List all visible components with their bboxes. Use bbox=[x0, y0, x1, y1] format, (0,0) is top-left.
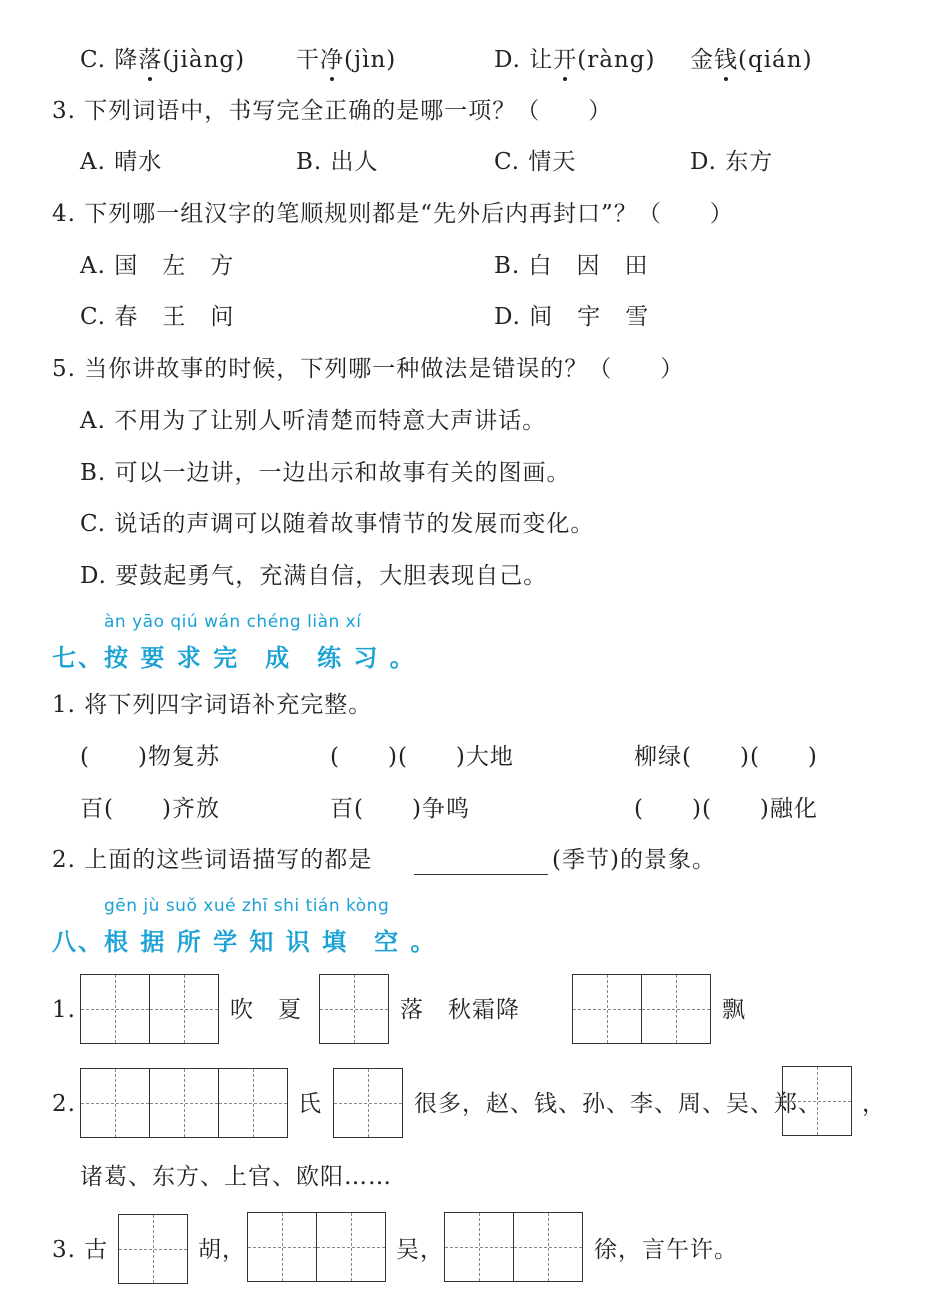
sec7-r1-a[interactable]: ( )物复苏 bbox=[80, 744, 220, 770]
q2-option-c-word2: 干净(jìn) bbox=[296, 47, 397, 73]
sec8-l2-c: ， bbox=[862, 1091, 886, 1117]
sec7-r1-c[interactable]: 柳绿( )( ) bbox=[634, 744, 818, 770]
q5-option-c[interactable]: C. 说话的声调可以随着故事情节的发展而变化。 bbox=[80, 511, 595, 537]
q3-option-d[interactable]: D. 东方 bbox=[690, 149, 774, 175]
q2-option-c: C. 降落(jiàng) bbox=[80, 47, 246, 73]
sec8-l3-num: 3. 古 bbox=[52, 1237, 109, 1263]
sec8-l2-cont: 诸葛、东方、上官、欧阳…… bbox=[80, 1164, 392, 1190]
q5-stem: 5. 当你讲故事的时候，下列哪一种做法是错误的？（ ） bbox=[52, 356, 685, 382]
q4-option-b[interactable]: B. 白 因 田 bbox=[494, 253, 649, 279]
q5-option-a[interactable]: A. 不用为了让别人听清楚而特意大声讲话。 bbox=[80, 408, 547, 434]
q4-option-d[interactable]: D. 间 宇 雪 bbox=[494, 304, 650, 330]
q3-stem: 3. 下列词语中，书写完全正确的是哪一项？（ ） bbox=[52, 98, 613, 124]
grid-box[interactable] bbox=[247, 1212, 386, 1282]
q5-option-d[interactable]: D. 要鼓起勇气，充满自信，大胆表现自己。 bbox=[80, 563, 548, 589]
q3-option-a[interactable]: A. 晴水 bbox=[80, 149, 163, 175]
sec7-r1-b[interactable]: ( )( )大地 bbox=[330, 744, 514, 770]
sec8-l2-num: 2. bbox=[52, 1091, 76, 1117]
sec7-q1: 1. 将下列四字词语补充完整。 bbox=[52, 692, 373, 718]
q3-option-c[interactable]: C. 情天 bbox=[494, 149, 577, 175]
sec8-l3-b: 吴， bbox=[396, 1237, 444, 1263]
sec8-l3-c: 徐，言午许。 bbox=[594, 1237, 738, 1263]
grid-box[interactable] bbox=[572, 974, 711, 1044]
sec8-l1-c: 飘 bbox=[722, 997, 746, 1023]
sec7-r2-c[interactable]: ( )( )融化 bbox=[634, 796, 818, 822]
q5-option-b[interactable]: B. 可以一边讲，一边出示和故事有关的图画。 bbox=[80, 460, 571, 486]
sec7-q2-post: (季节)的景象。 bbox=[552, 847, 716, 873]
sec8-l2-b: 很多，赵、钱、孙、李、周、吴、郑、 bbox=[414, 1091, 822, 1117]
sec7-r2-a[interactable]: 百( )齐放 bbox=[80, 796, 220, 822]
sec7-r2-b[interactable]: 百( )争鸣 bbox=[330, 796, 470, 822]
grid-box[interactable] bbox=[80, 974, 219, 1044]
grid-box[interactable] bbox=[333, 1068, 403, 1138]
grid-box[interactable] bbox=[319, 974, 389, 1044]
sec7-title: 七、按 要 求 完 成 练 习 。 bbox=[52, 644, 416, 672]
q3-option-b[interactable]: B. 出人 bbox=[296, 149, 379, 175]
q2-option-d: D. 让开(ràng) bbox=[494, 47, 656, 73]
q4-option-c[interactable]: C. 春 王 问 bbox=[80, 304, 235, 330]
q4-stem: 4. 下列哪一组汉字的笔顺规则都是“先外后内再封口”？（ ） bbox=[52, 201, 734, 227]
grid-box[interactable] bbox=[80, 1068, 288, 1138]
season-blank[interactable] bbox=[414, 874, 548, 875]
sec8-l1-a: 吹 夏 bbox=[230, 997, 302, 1023]
q4-option-a[interactable]: A. 国 左 方 bbox=[80, 253, 235, 279]
sec8-pinyin: gēn jù suǒ xué zhī shi tián kòng bbox=[104, 896, 390, 916]
grid-box[interactable] bbox=[782, 1066, 852, 1136]
grid-box[interactable] bbox=[444, 1212, 583, 1282]
q2-option-d-word2: 金钱(qián) bbox=[690, 47, 813, 73]
sec8-l3-a: 胡， bbox=[198, 1237, 246, 1263]
grid-box[interactable] bbox=[118, 1214, 188, 1284]
sec8-title: 八、根 据 所 学 知 识 填 空 。 bbox=[52, 928, 437, 956]
sec8-l2-a: 氏 bbox=[298, 1091, 322, 1117]
sec7-pinyin: àn yāo qiú wán chéng liàn xí bbox=[104, 612, 362, 632]
sec7-q2-pre: 2. 上面的这些词语描写的都是 bbox=[52, 847, 373, 873]
sec8-l1-num: 1. bbox=[52, 997, 76, 1023]
sec8-l1-b: 落 秋霜降 bbox=[400, 997, 520, 1023]
